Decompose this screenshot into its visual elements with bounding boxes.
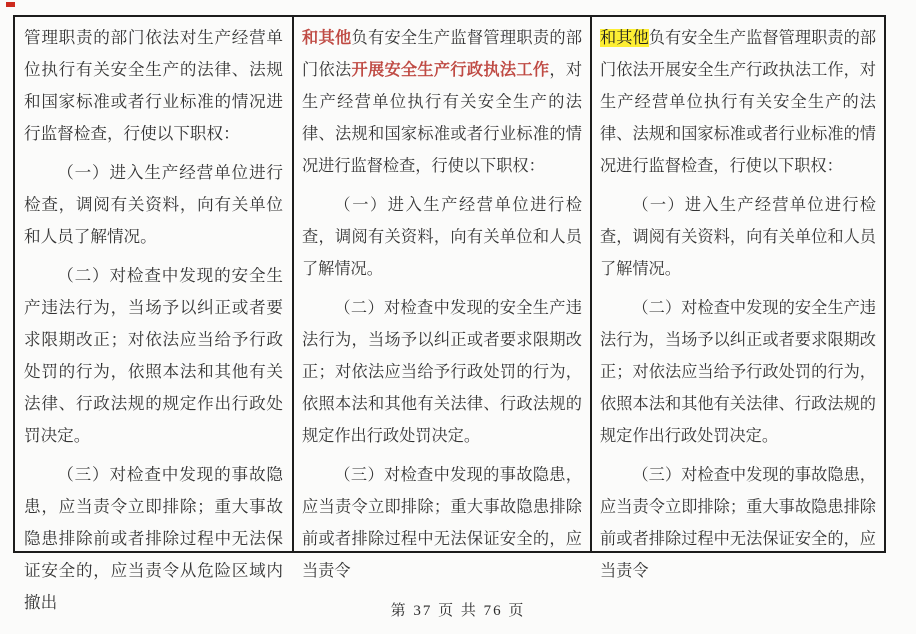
text-run: 负有安全生产监督管理职责的部门依法开展安全生产行政执法工作，对生产经营单位执行有关安全生产的法律、法规和国家标准或者行业标准的情况进行监督检查，行使以下职权：	[600, 29, 877, 175]
text-run: （三）对检查中发现的事故隐患，应当责令立即排除；重大事故隐患排除前或者排除过程中无法保证安全的，应当责令	[302, 466, 582, 580]
paragraph	[302, 459, 582, 587]
text-run: （一）进入生产经营单位进行检查，调阅有关资料，向有关单位和人员了解情况。	[24, 163, 283, 246]
text-run: （三）对检查中发现的事故隐患，应当责令立即排除；重大事故隐患排除前或者排除过程中无法保证安全的，应当责令	[600, 466, 876, 580]
paragraph	[302, 292, 582, 452]
red-corner-mark	[6, 2, 15, 7]
paragraph	[302, 189, 582, 285]
text-run: （一）进入生产经营单位进行检查，调阅有关资料，向有关单位和人员了解情况。	[600, 196, 876, 278]
page-number-footer: 第 37 页 共 76 页	[390, 603, 526, 619]
paragraph	[24, 459, 283, 619]
paragraph	[600, 292, 876, 452]
text-run: 负有安全生产监督管理职责的部门依法	[302, 29, 583, 79]
paragraph	[24, 260, 283, 452]
revised-text: 开展安全生产行政执法工作	[351, 61, 550, 79]
paragraph	[600, 189, 876, 285]
text-run: ，对生产经营单位执行有关安全生产的法律、法规和国家标准或者行业标准的情况进行监督检查，行使以下职权：	[302, 61, 583, 175]
paragraph	[600, 459, 876, 587]
paragraph	[24, 157, 283, 253]
text-run: （一）进入生产经营单位进行检查，调阅有关资料，向有关单位和人员了解情况。	[302, 196, 582, 278]
text-run: 管理职责的部门依法对生产经营单位执行有关安全生产的法律、法规和国家标准或者行业标准的情况进行监督检查，行使以下职权：	[24, 28, 283, 143]
table-column-2	[292, 17, 590, 580]
revised-text: 和其他	[302, 29, 352, 47]
table-column-1	[15, 17, 292, 612]
paragraph	[24, 22, 283, 150]
text-run: （二）对检查中发现的安全生产违法行为，当场予以纠正或者要求限期改正；对依法应当给予行政处罚的行为，依照本法和其他有关法律、行政法规的规定作出行政处罚决定。	[24, 266, 283, 445]
text-run: （三）对检查中发现的事故隐患，应当责令立即排除；重大事故隐患排除前或者排除过程中无法保证安全的，应当责令从危险区域内撤出	[24, 465, 283, 612]
paragraph	[600, 22, 876, 182]
table-column-3	[590, 17, 884, 580]
text-run: （二）对检查中发现的安全生产违法行为，当场予以纠正或者要求限期改正；对依法应当给予行政处罚的行为，依照本法和其他有关法律、行政法规的规定作出行政处罚决定。	[302, 299, 582, 445]
highlighted-text: 和其他	[600, 29, 649, 47]
text-run: （二）对检查中发现的安全生产违法行为，当场予以纠正或者要求限期改正；对依法应当给予行政处罚的行为，依照本法和其他有关法律、行政法规的规定作出行政处罚决定。	[600, 299, 876, 445]
paragraph	[302, 22, 582, 182]
